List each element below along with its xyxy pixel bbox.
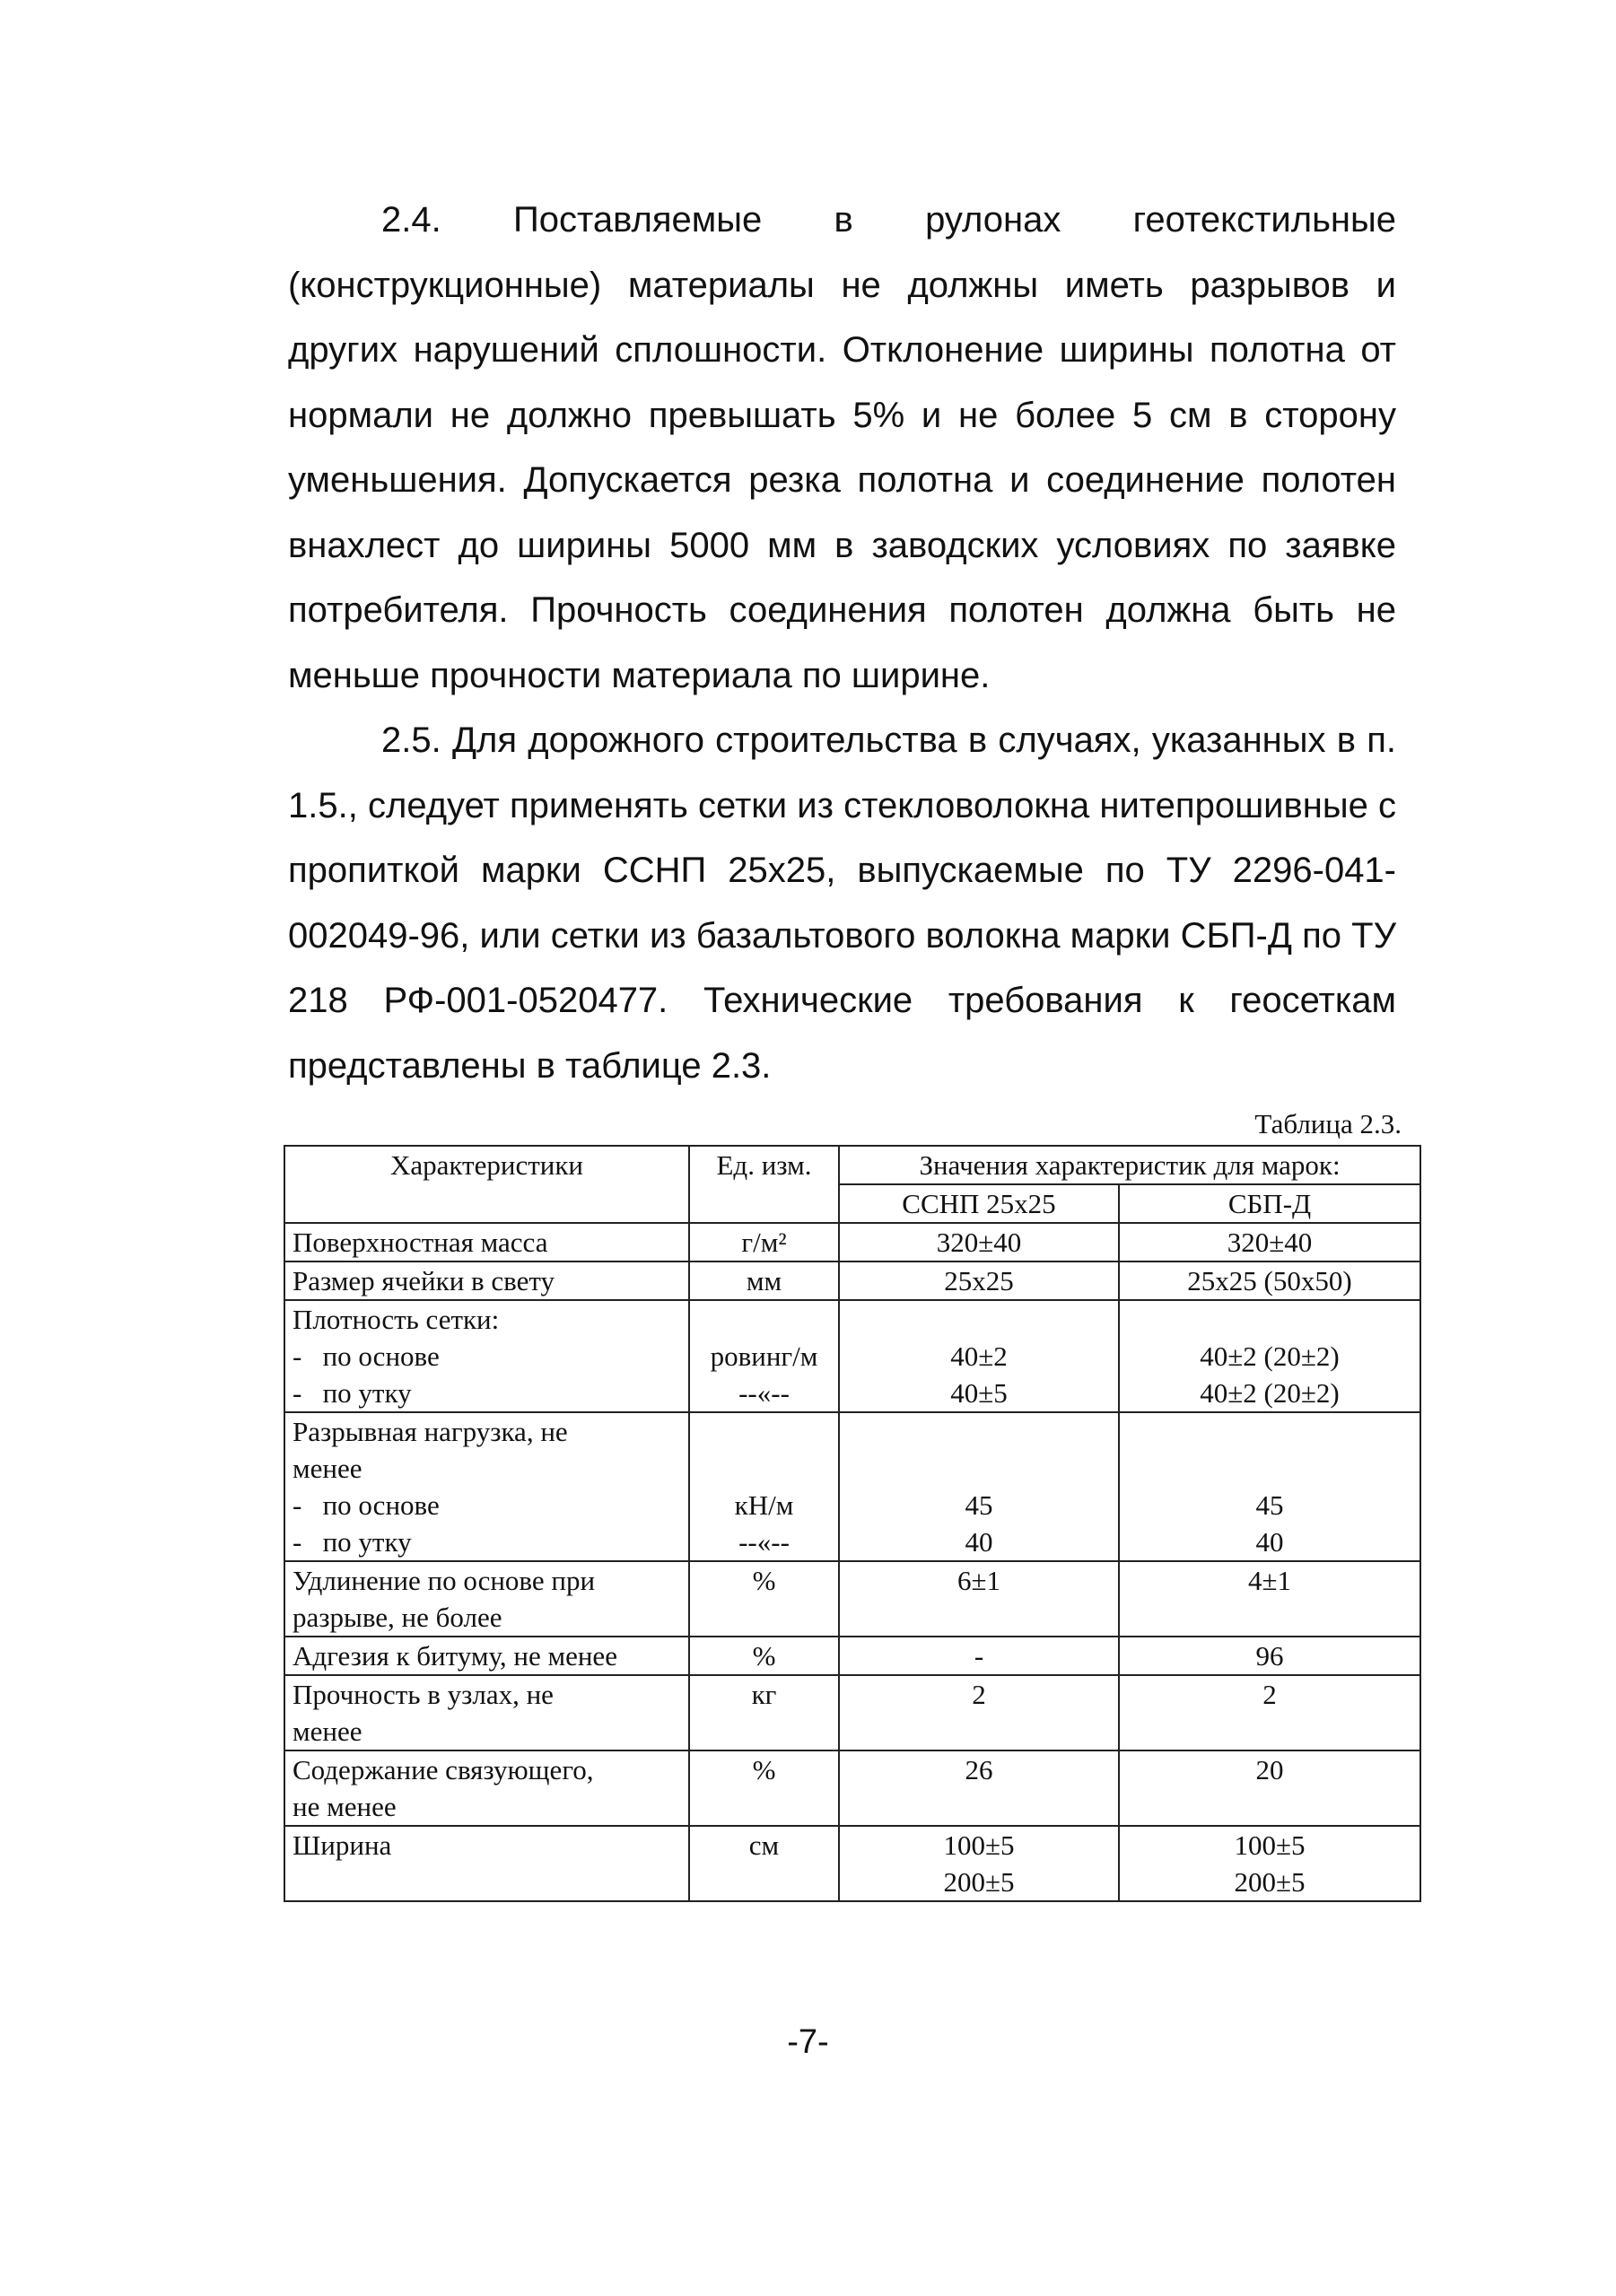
row-value-sbpd: 96 <box>1119 1637 1420 1675</box>
table-row <box>284 1637 1420 1675</box>
header-brand-ssnp: ССНП 25х25 <box>839 1184 1119 1223</box>
header-characteristics: Характеристики <box>284 1146 689 1223</box>
row-value-ssnp <box>839 1300 1119 1412</box>
row-name <box>284 1561 689 1637</box>
row-unit <box>689 1300 839 1412</box>
row-value-ssnp: - <box>839 1637 1119 1675</box>
row-value-sbpd: 2 <box>1119 1675 1420 1750</box>
value-sub: 40±5 <box>950 1377 1008 1409</box>
row-name: Адгезия к битуму, не менее <box>284 1637 689 1675</box>
row-unit-sub: --«-- <box>738 1377 790 1409</box>
value-sub: 200±5 <box>1234 1866 1306 1898</box>
table-caption: Таблица 2.3. <box>1254 1108 1402 1139</box>
row-value-ssnp: 2 <box>839 1675 1119 1750</box>
value-sub: 45 <box>1255 1489 1284 1521</box>
row-name: Поверхностная масса <box>284 1223 689 1261</box>
row-value-sbpd: 20 <box>1119 1750 1420 1826</box>
row-name-title: Удлинение по основе при <box>293 1565 596 1596</box>
row-value-ssnp <box>839 1412 1119 1561</box>
spec-table <box>284 1145 1421 1902</box>
row-value-sbpd <box>1119 1826 1420 1901</box>
row-value-sbpd: 25х25 (50х50) <box>1119 1261 1420 1300</box>
row-value-ssnp: 320±40 <box>839 1223 1119 1261</box>
row-name-title: Разрывная нагрузка, не <box>293 1416 568 1447</box>
row-name <box>284 1300 689 1412</box>
table-row <box>284 1561 1420 1637</box>
row-unit: % <box>689 1750 839 1826</box>
table-row <box>284 1412 1420 1561</box>
row-unit: г/м² <box>689 1223 839 1261</box>
row-unit: мм <box>689 1261 839 1300</box>
row-name-sub: - по основе <box>293 1340 440 1372</box>
row-unit: кг <box>689 1675 839 1750</box>
row-unit: % <box>689 1561 839 1637</box>
row-value-sbpd: 4±1 <box>1119 1561 1420 1637</box>
row-name-sub: - по основе <box>293 1489 440 1521</box>
row-value-ssnp <box>839 1826 1119 1901</box>
row-unit: % <box>689 1637 839 1675</box>
row-name-title: не менее <box>293 1791 397 1822</box>
value-sub: 40±2 <box>950 1340 1008 1372</box>
table-header-row <box>284 1146 1420 1184</box>
value-sub: 40 <box>1255 1526 1284 1558</box>
row-name <box>284 1750 689 1826</box>
value-sub: 40 <box>965 1526 993 1558</box>
row-name-title: менее <box>293 1453 363 1484</box>
value-sub: 100±5 <box>943 1829 1015 1861</box>
header-unit: Ед. изм. <box>689 1146 839 1223</box>
row-unit-sub: кН/м <box>734 1489 794 1521</box>
paragraph-2-5: 2.5. Для дорожного строительства в случаях, указанных в п. 1.5., следует применять сетки из стекловолокна нитепрошивные с пропиткой марки ССНП 25х25, выпускаемые по ТУ 2296-041-002049-96, или сетки из базальтового волокна марки СБП-Д по ТУ 218 РФ-001-0520477. Технические требования к геосеткам представлены в таблице 2.3. <box>288 720 1396 1086</box>
row-name-title: менее <box>293 1715 363 1747</box>
row-value-sbpd <box>1119 1412 1420 1561</box>
table-row <box>284 1675 1420 1750</box>
row-name-title: Прочность в узлах, не <box>293 1679 554 1710</box>
row-name-sub: - по утку <box>293 1377 412 1409</box>
table-row <box>284 1300 1420 1412</box>
row-unit-sub: --«-- <box>738 1526 790 1558</box>
header-values: Значения характеристик для марок: <box>839 1146 1420 1184</box>
table-row <box>284 1223 1420 1261</box>
row-value-ssnp: 26 <box>839 1750 1119 1826</box>
value-sub: 45 <box>965 1489 993 1521</box>
table-row <box>284 1750 1420 1826</box>
paragraph-2-4: 2.4. Поставляемые в рулонах геотекстильные (конструкционные) материалы не должны иметь разрывов и других нарушений сплошности. Отклонение ширины полотна от нормали не должно превышать 5% и не более 5 см в сторону уменьшения. Допускается резка полотна и соединение полотен внахлест до ширины 5000 мм в заводских условиях по заявке потребителя. Прочность соединения полотен должна быть не меньше прочности материала по ширине. <box>288 200 1396 695</box>
row-name-title: Плотность сетки: <box>293 1304 500 1335</box>
value-sub: 40±2 (20±2) <box>1200 1377 1340 1409</box>
row-unit-sub: ровинг/м <box>710 1340 818 1372</box>
row-name-sub: - по утку <box>293 1526 412 1558</box>
value-sub: 100±5 <box>1234 1829 1306 1861</box>
row-name-title: Содержание связующего, <box>293 1754 594 1785</box>
table-row <box>284 1826 1420 1901</box>
header-brand-sbpd: СБП-Д <box>1119 1184 1420 1223</box>
value-sub: 200±5 <box>943 1866 1015 1898</box>
row-name-title: разрыве, не более <box>293 1602 502 1633</box>
table-row <box>284 1261 1420 1300</box>
row-value-sbpd: 320±40 <box>1119 1223 1420 1261</box>
row-name: Размер ячейки в свету <box>284 1261 689 1300</box>
row-unit: см <box>689 1826 839 1901</box>
row-name <box>284 1412 689 1561</box>
row-value-sbpd <box>1119 1300 1420 1412</box>
value-sub: 40±2 (20±2) <box>1200 1340 1340 1372</box>
page-number: -7- <box>787 2023 829 2061</box>
row-value-ssnp: 6±1 <box>839 1561 1119 1637</box>
row-unit <box>689 1412 839 1561</box>
row-value-ssnp: 25х25 <box>839 1261 1119 1300</box>
row-name <box>284 1675 689 1750</box>
row-name: Ширина <box>284 1826 689 1901</box>
